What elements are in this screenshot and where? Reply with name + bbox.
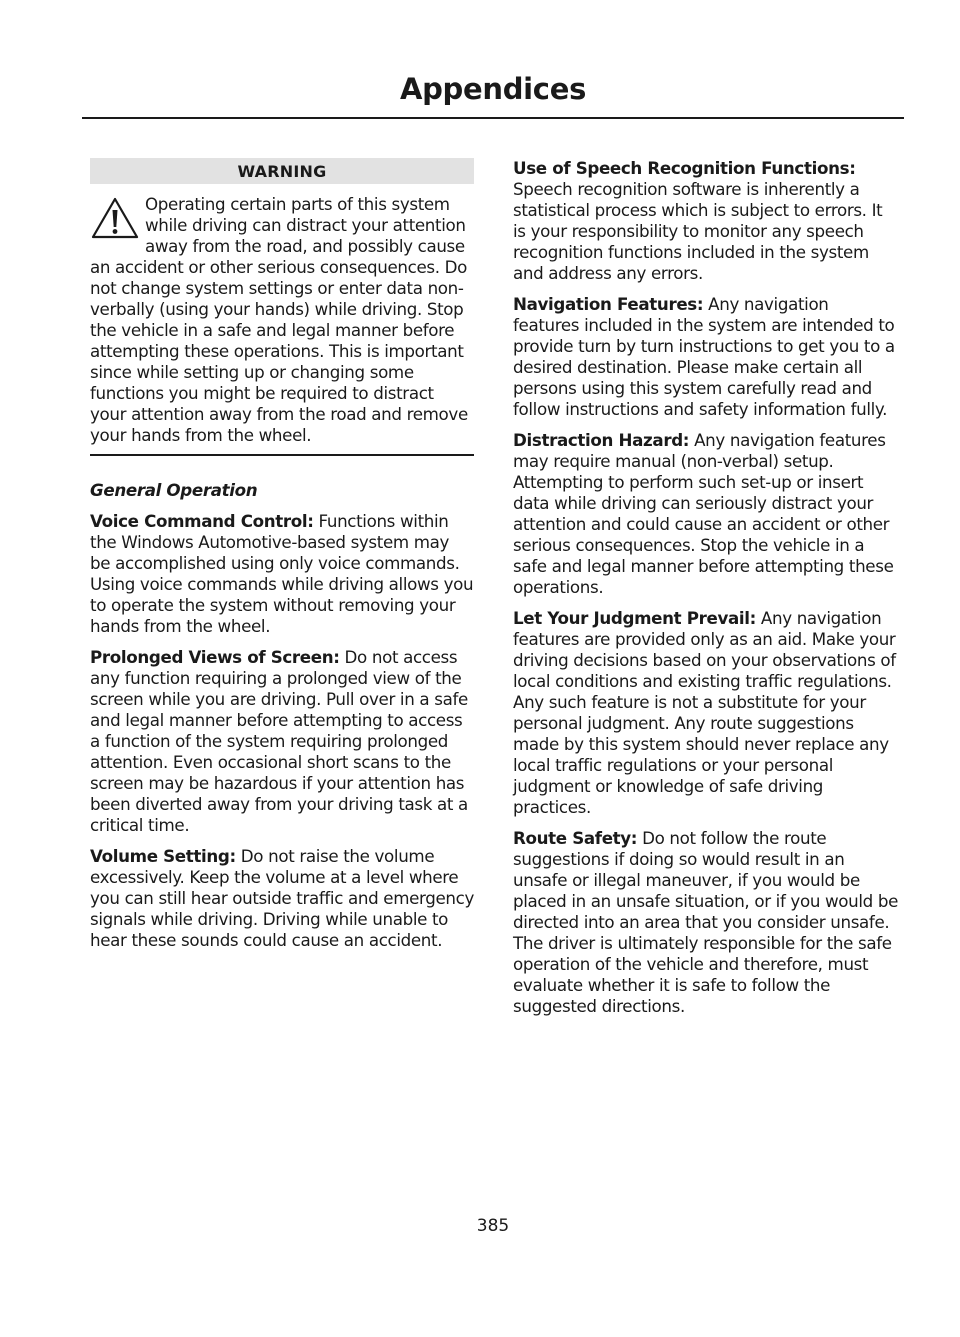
paragraph xyxy=(513,294,899,420)
warning-box xyxy=(90,194,474,456)
page-number: 385 xyxy=(476,1216,510,1236)
warning-text: Operating certain parts of this system while driving can distract your attention away from the road, and possibly cause an accident or other serious consequences. Do not change system settings or enter data non-verbally (using your hands) while driving. Stop the vehicle in a safe and legal manner before attempting these operations. This is important since while setting up or changing some functions you might be required to distract your attention away from the road and remove your hands from the wheel. xyxy=(90,194,468,445)
paragraph-heading: Voice Command Control: xyxy=(90,511,314,531)
paragraph-text: Speech recognition software is inherently a statistical process which is subject to errors. It is your responsibility to monitor any speech recognition functions included in the system and address any errors. xyxy=(513,179,883,283)
page-title: Appendices xyxy=(399,72,587,106)
warning-divider xyxy=(90,454,474,456)
paragraph xyxy=(513,158,899,284)
paragraph-text: Any navigation features included in the system are intended to provide turn by turn instructions to get you to a desired destination. Please make certain all persons using this system carefully read and follow instructions and safety information fully. xyxy=(513,294,895,419)
section-title: General Operation xyxy=(90,480,258,500)
paragraph-heading: Route Safety: xyxy=(513,828,638,848)
paragraph-text: Any navigation features may require manual (non-verbal) setup. Attempting to perform such set-up or insert data while driving can seriously distract your attention and could cause an accident or other serious consequences. Stop the vehicle in a safe and legal manner before attempting these operations. xyxy=(513,430,894,597)
paragraph-text: Do not follow the route suggestions if doing so would result in an unsafe or illegal maneuver, if you would be placed in an unsafe situation, or if you would be directed into an area that you consider unsafe. The driver is ultimately responsible for the safe operation of the vehicle and therefore, must evaluate whether it is safe to follow the suggested directions. xyxy=(513,828,899,1016)
paragraph-heading: Use of Speech Recognition Functions: xyxy=(513,158,856,178)
left-column xyxy=(90,158,474,961)
paragraph-heading: Prolonged Views of Screen: xyxy=(90,647,340,667)
paragraph xyxy=(90,511,474,637)
paragraph xyxy=(513,430,899,598)
warning-label: WARNING xyxy=(90,158,474,184)
paragraph xyxy=(90,647,474,836)
paragraph xyxy=(90,846,474,951)
paragraph-heading: Distraction Hazard: xyxy=(513,430,690,450)
paragraph-heading: Volume Setting: xyxy=(90,846,236,866)
paragraph-text: Do not access any function requiring a prolonged view of the screen while you are driving. Pull over in a safe and legal manner before attempting to access a function of the system requiring prolonged attention. Even occasional short scans to the screen may be hazardous if your attention has been diverted away from your driving task at a critical time. xyxy=(90,647,468,835)
paragraph-text: Functions within the Windows Automotive-based system may be accomplished using only voice commands. Using voice commands while driving allows you to operate the system without removing your hands from the wheel. xyxy=(90,511,474,636)
paragraph xyxy=(513,828,899,1017)
paragraph xyxy=(513,608,899,818)
warning-triangle-icon xyxy=(90,196,140,240)
header-divider xyxy=(82,117,904,119)
paragraph-text: Any navigation features are provided only as an aid. Make your driving decisions based on your observations of local conditions and existing traffic regulations. Any such feature is not a substitute for your personal judgment. Any route suggestions made by this system should never replace any local traffic regulations or your personal judgment or knowledge of safe driving practices. xyxy=(513,608,896,817)
paragraph-heading: Let Your Judgment Prevail: xyxy=(513,608,756,628)
paragraph-text: Do not raise the volume excessively. Keep the volume at a level where you can still hear outside traffic and emergency signals while driving. Driving while unable to hear these sounds could cause an accident. xyxy=(90,846,474,950)
right-column xyxy=(513,158,899,1027)
paragraph-heading: Navigation Features: xyxy=(513,294,704,314)
